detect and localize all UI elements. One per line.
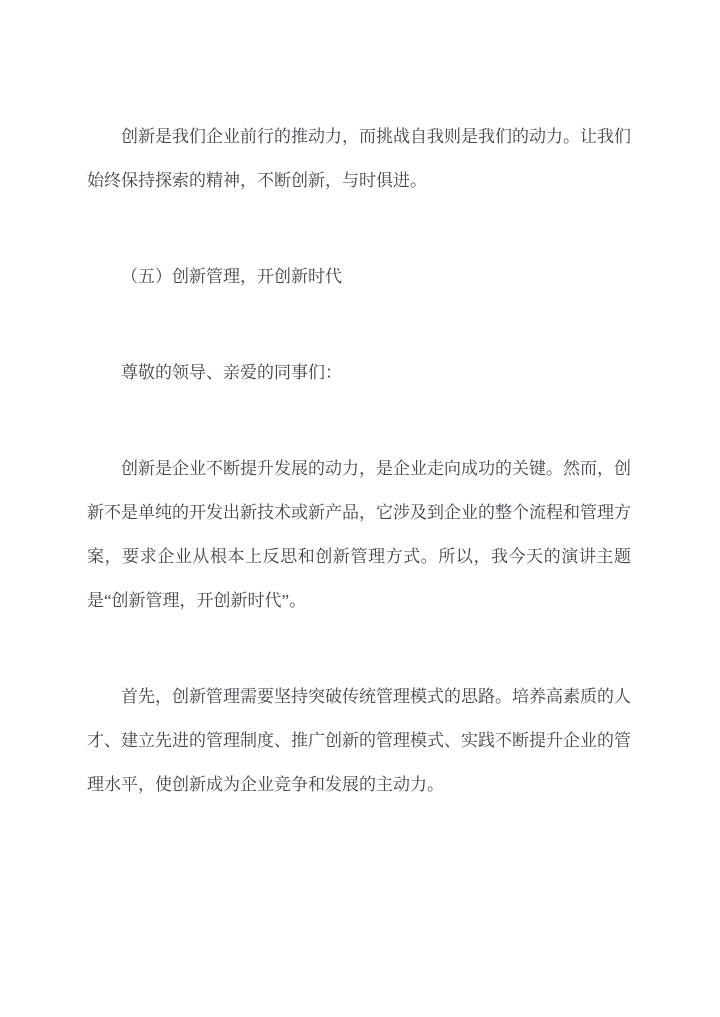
paragraph-intro: 创新是我们企业前行的推动力，而挑战自我则是我们的动力。让我们始终保持探索的精神，不断创新，与时俱进。 bbox=[87, 127, 631, 190]
salutation: 尊敬的领导、亲爱的同事们： bbox=[121, 363, 342, 382]
section-heading: （五）创新管理，开创新时代 bbox=[121, 267, 342, 286]
paragraph-first-point: 首先，创新管理需要坚持突破传统管理模式的思路。培养高素质的人才、建立先进的管理制度、推广创新的管理模式、实践不断提升企业的管理水平，使创新成为企业竞争和发展的主动力。 bbox=[87, 687, 631, 794]
document-body bbox=[87, 115, 631, 807]
paragraph-theme: 创新是企业不断提升发展的动力，是企业走向成功的关键。然而，创新不是单纯的开发出新技术或新产品，它涉及到企业的整个流程和管理方案，要求企业从根本上反思和创新管理方式。所以，我今天的演讲主题是“创新管理，开创新时代”。 bbox=[87, 459, 631, 610]
